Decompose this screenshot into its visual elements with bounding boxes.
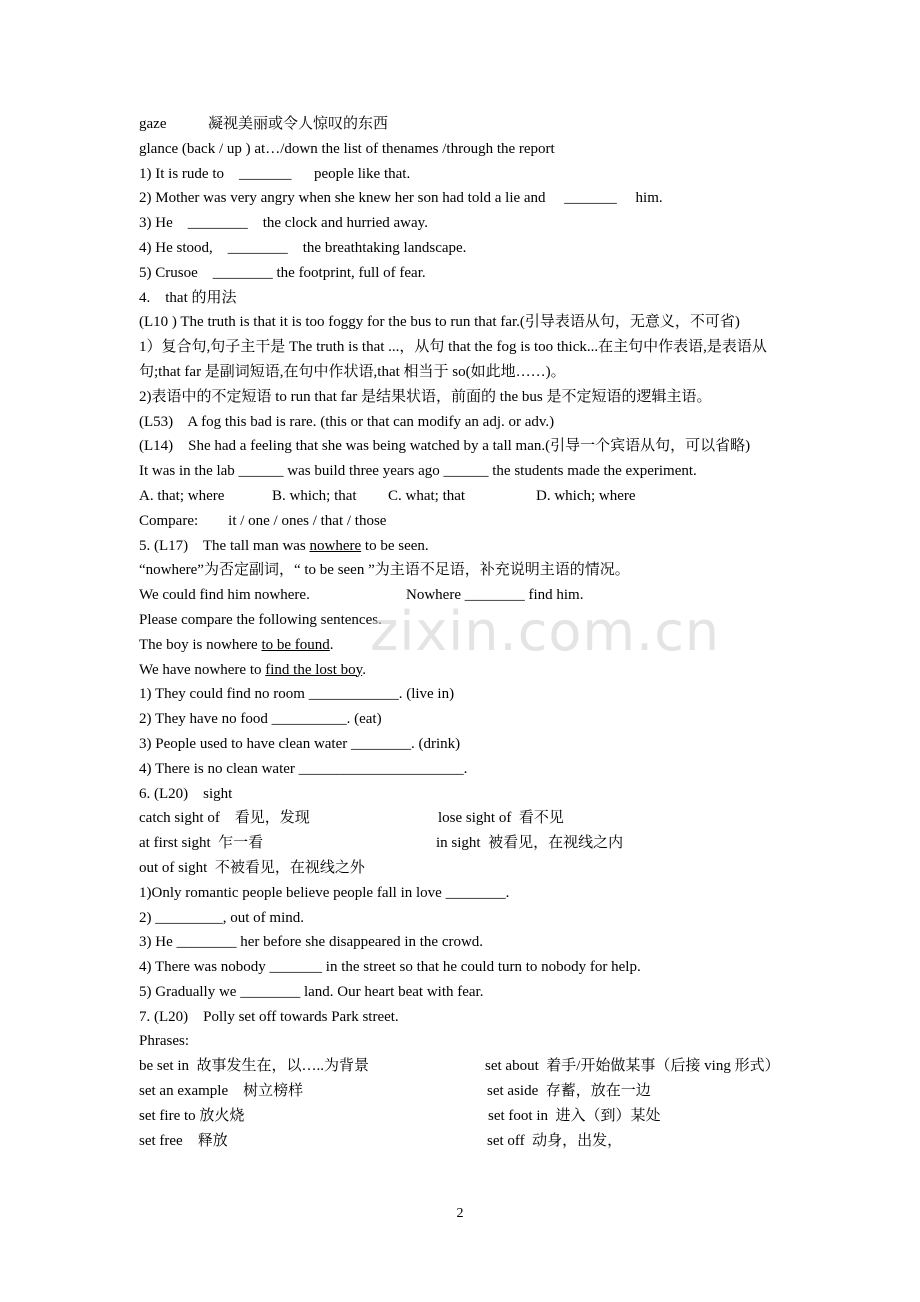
exercise-1-4: 4) He stood, ________ the breathtaking landscape. (139, 239, 467, 256)
exercise-1-5: 5) Crusoe ________ the footprint, full of fear. (139, 264, 426, 281)
section-7-row-4: set free 释放 set off 动身，出发， (139, 1132, 623, 1149)
section-4-note-1: 1）复合句,句子主干是 The truth is that ...，从句 that the fog is too thick...在主句中作表语,是表语从句;that far 是副词短语,在句中作状语,that 相当于 so(如此地……)。 (139, 339, 767, 380)
option-c: C. what; that (388, 487, 466, 504)
exercise-5-4: 4) There is no clean water ______________________. (139, 760, 468, 777)
section-5-note: “nowhere”为否定副词，“ to be seen ”为主语不足语，补充说明主语的情况。 (139, 562, 630, 579)
page-number: 2 (456, 1206, 464, 1221)
option-a: A. that; where (139, 487, 225, 504)
exercise-1-3: 3) He ________ the clock and hurried away. (139, 215, 428, 232)
section-4-title: 4. that 的用法 (139, 289, 237, 306)
section-6-phrases-2: at first sight 乍一看 in sight 被看见，在视线之内 (139, 835, 624, 852)
option-d: D. which; where (536, 487, 636, 504)
watermark: zixin.com.cn (370, 600, 721, 663)
gaze-head: gaze (139, 116, 167, 132)
section-7-row-1: be set in 故事发生在，以…..为背景 set about 着手/开始做某事（后接 ving 形式） (139, 1058, 780, 1075)
exercise-1-1: 1) It is rude to _______ people like that. (139, 165, 411, 182)
section-4-l53: (L53) A fog this bad is rare. (this or that can modify an adj. or adv.) (139, 413, 555, 430)
glance-line: glance (back / up ) at…/down the list of thenames /through the report (139, 140, 555, 157)
exercise-6-2: 2) _________, out of mind. (139, 909, 304, 926)
exercise-6-5: 5) Gradually we ________ land. Our heart beat with fear. (139, 983, 484, 1000)
section-6-phrases-1: catch sight of 看见，发现 lose sight of 看不见 (139, 810, 564, 827)
section-7-row-2: set an example 树立榜样 set aside 存蓄，放在一边 (139, 1083, 651, 1100)
section-5-title: 5. (L17) The tall man was nowhere to be seen. (139, 537, 429, 554)
section-7-row-3: set fire to 放火烧 set foot in 进入（到）某处 (139, 1107, 661, 1124)
exercise-6-3: 3) He ________ her before she disappeared in the crowd. (139, 934, 484, 951)
example-right: Nowhere ________ find him. (406, 587, 584, 604)
exercise-5-3: 3) People used to have clean water ________. (drink) (139, 735, 461, 752)
section-4-l10: (L10 ) The truth is that it is too foggy for the bus to run that far.(引导表语从句，无意义，不可省) (139, 314, 740, 331)
section-5-compare: Please compare the following sentences. (139, 611, 382, 628)
section-5-examples (139, 583, 789, 608)
section-4-options (139, 484, 789, 509)
exercise-5-2: 2) They have no food __________. (eat) (139, 711, 382, 728)
section-4-compare: Compare: it / one / ones / that / those (139, 512, 387, 529)
section-6-title: 6. (L20) sight (139, 785, 233, 802)
section-5-we: We have nowhere to find the lost boy. (139, 661, 366, 678)
section-7-phrases-label: Phrases: (139, 1033, 189, 1050)
example-left: We could find him nowhere. (139, 587, 310, 604)
document-body (139, 112, 789, 1153)
option-b: B. which; that (272, 487, 357, 504)
section-4-note-2: 2)表语中的不定短语 to run that far 是结果状语，前面的 the bus 是不定短语的逻辑主语。 (139, 388, 712, 405)
section-7-title: 7. (L20) Polly set off towards Park street. (139, 1008, 399, 1025)
exercise-6-1: 1)Only romantic people believe people fall in love ________. (139, 884, 510, 901)
section-4-l14: (L14) She had a feeling that she was being watched by a tall man.(引导一个宾语从句，可以省略) (139, 438, 751, 455)
exercise-5-1: 1) They could find no room ____________. (live in) (139, 686, 455, 703)
gaze-definition: 凝视美丽或令人惊叹的东西 (207, 116, 388, 132)
exercise-1-2: 2) Mother was very angry when she knew her son had told a lie and _______ him. (139, 190, 663, 207)
gaze-line (139, 112, 789, 137)
section-4-question: It was in the lab ______ was build three years ago ______ the students made the experiment. (139, 463, 697, 480)
section-6-phrases-3: out of sight 不被看见，在视线之外 (139, 859, 365, 876)
section-5-boy: The boy is nowhere to be found. (139, 636, 334, 653)
exercise-6-4: 4) There was nobody _______ in the street so that he could turn to nobody for help. (139, 959, 641, 976)
